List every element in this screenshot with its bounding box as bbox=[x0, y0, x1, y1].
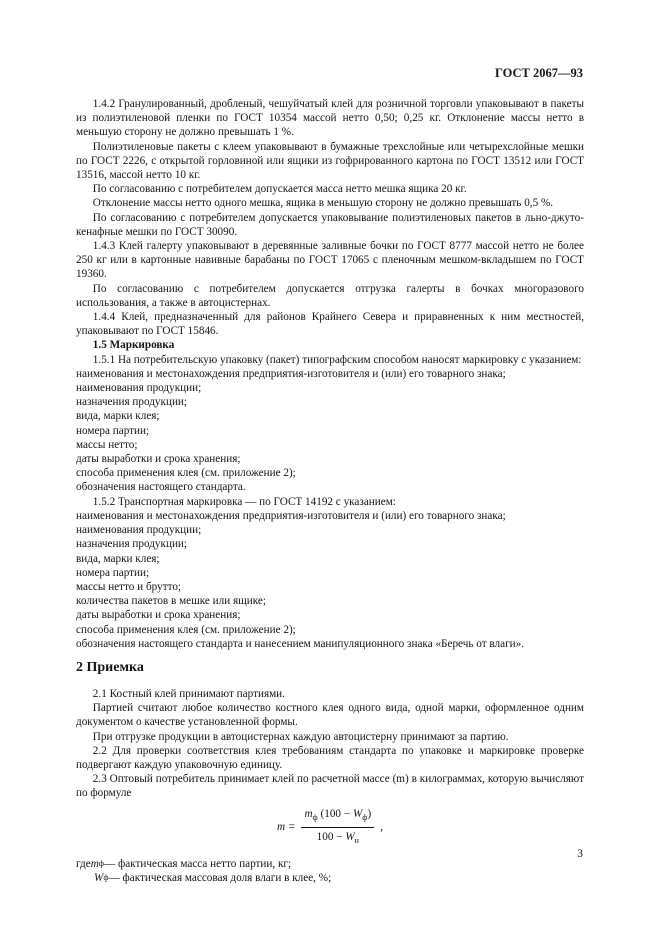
paragraph: 2.3 Оптовый потребитель принимает клей по расчетной массе (m) в килограммах, которую вычисляют по формуле bbox=[76, 773, 584, 800]
list-item: номера партии; bbox=[76, 566, 150, 579]
list-item: способа применения клея (см. приложение 2); bbox=[76, 467, 296, 480]
page-number: 3 bbox=[577, 848, 583, 860]
paragraph: 2.1 Костный клей принимают партиями. bbox=[92, 687, 285, 700]
paragraph: Полиэтиленовые пакеты с клеем упаковывают в бумажные трехслойные или четырехслойные мешки по ГОСТ 2226, с открытой горловиной или ящики из гофрированного картона по ГОСТ 13512 или ГОСТ 13516, массой нетто 10 кг. bbox=[76, 140, 584, 182]
mass-formula bbox=[76, 807, 584, 845]
formula-fraction bbox=[301, 807, 374, 849]
formula-numerator: $m_ф$ $(100 - W_ф)$ bbox=[301, 807, 374, 828]
list-item: способа применения клея (см. приложение 2); bbox=[76, 623, 296, 636]
transport-marking-list bbox=[76, 509, 584, 651]
list-item: номера партии; bbox=[76, 424, 150, 437]
list-item: обозначения настоящего стандарта и нанесением манипуляционного знака «Беречь от влаги». bbox=[76, 637, 525, 650]
list-item: массы нетто и брутто; bbox=[76, 580, 182, 593]
paragraph: 2.2 Для проверки соответствия клея требованиям стандарта по упаковке и маркировке проверке подвергают каждую упаковочную единицу. bbox=[76, 744, 584, 771]
list-item: наименования и местонахождения предприятия-изготовителя и (или) его товарного знака; bbox=[76, 367, 506, 380]
list-item: наименования продукции; bbox=[76, 382, 202, 395]
formula-lhs: m = bbox=[277, 821, 296, 834]
list-item: количества пакетов в мешке или ящике; bbox=[76, 595, 266, 608]
marking-list bbox=[76, 367, 584, 495]
standard-header: ГОСТ 2067—93 bbox=[494, 66, 583, 80]
document-body bbox=[76, 97, 584, 885]
paragraph: При отгрузке продукции в автоцистернах каждую автоцистерну принимают за партию. bbox=[92, 730, 509, 743]
paragraph: 1.4.4 Клей, предназначенный для районов Крайнего Севера и приравненных к ним местностей, упаковывают по ГОСТ 15846. bbox=[76, 311, 584, 338]
marking-intro: 1.5.1 На потребительскую упаковку (пакет) типографским способом наносят маркировку с указанием: bbox=[92, 353, 582, 366]
paragraph: 1.4.3 Клей галерту упаковывают в деревянные заливные бочки по ГОСТ 8777 массой нетто не более 250 кг или в картонные навивные барабаны по ГОСТ 17065 с пленочным мешком-вкладышем по ГОСТ 19360. bbox=[76, 240, 584, 281]
list-item: даты выработки и срока хранения; bbox=[76, 453, 241, 466]
where-line: где m ф — фактическая масса нетто партии, кг; bbox=[76, 857, 292, 870]
paragraph: По согласованию с потребителем допускается упаковывание полиэтиленовых пакетов в льно-джуто-кенафные мешки по ГОСТ 30090. bbox=[76, 211, 584, 238]
paragraph: Партией считают любое количество костного клея одного вида, одной марки, оформленное одним документом о качестве установленной формы. bbox=[76, 702, 584, 729]
where-line: W ф — фактическая массовая доля влаги в клее, %; bbox=[94, 871, 332, 884]
formula-denominator: $100 - W_н$ bbox=[316, 830, 359, 846]
list-item: массы нетто; bbox=[76, 438, 138, 451]
section-title: 2 Приемка bbox=[76, 659, 144, 675]
paragraph: 1.4.2 Гранулированный, дробленый, чешуйчатый клей для розничной торговли упаковывают в пакеты из полиэтиленовой пленки по ГОСТ 10354 массой нетто 0,50; 0,25 кг. Отклонение массы нетто в меньшую сторону не должно превышать 1 %. bbox=[76, 98, 584, 139]
list-item: назначения продукции; bbox=[76, 538, 188, 551]
list-item: наименования и местонахождения предприятия-изготовителя и (или) его товарного знака; bbox=[76, 509, 506, 522]
list-item: даты выработки и срока хранения; bbox=[76, 609, 241, 622]
subsection-title: 1.5 Маркировка bbox=[92, 339, 175, 352]
paragraph: Отклонение массы нетто одного мешка, ящика в меньшую сторону не должно превышать 0,5 %. bbox=[92, 197, 554, 210]
formula-trail: , bbox=[380, 821, 383, 834]
list-item: вида, марки клея; bbox=[76, 410, 160, 423]
list-item: назначения продукции; bbox=[76, 396, 188, 409]
transport-marking-intro: 1.5.2 Транспортная маркировка — по ГОСТ 14192 с указанием: bbox=[92, 495, 396, 508]
paragraph: По согласованию с потребителем допускается отгрузка галерты в бочках многоразового использования, а также в автоцистернах. bbox=[76, 282, 584, 309]
list-item: обозначения настоящего стандарта. bbox=[76, 481, 246, 494]
list-item: вида, марки клея; bbox=[76, 552, 160, 565]
paragraph: По согласованию с потребителем допускается масса нетто мешка ящика 20 кг. bbox=[92, 183, 467, 196]
list-item: наименования продукции; bbox=[76, 524, 202, 537]
